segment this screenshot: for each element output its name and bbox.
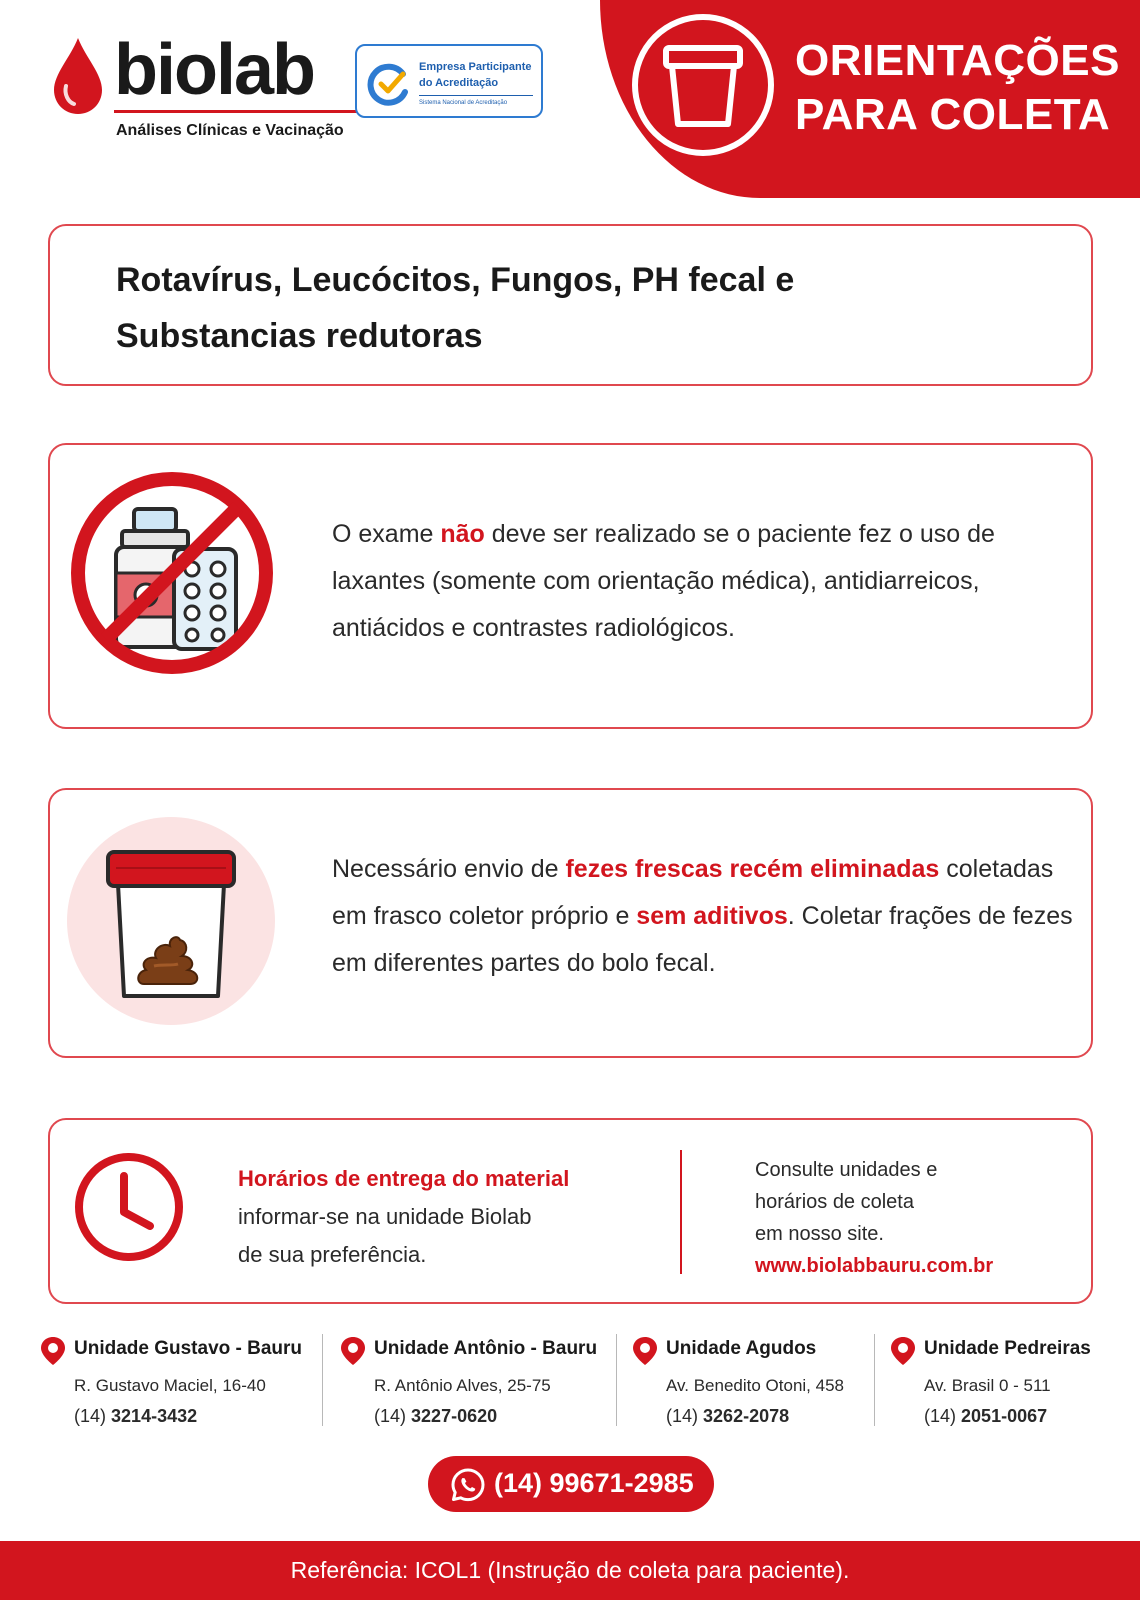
blood-drop-icon (50, 36, 106, 116)
collection-text-2: coletadas em frasco coletor próprio e (332, 855, 1054, 930)
accreditation-badge (355, 44, 543, 118)
accreditation-check-icon (367, 62, 411, 106)
unit-phone-number: 2051-0067 (961, 1406, 1048, 1426)
location-pin-icon (890, 1336, 916, 1366)
accreditation-line-3: Sistema Nacional de Acreditação (419, 100, 508, 106)
delivery-line-1: informar-se na unidade Biolab (238, 1204, 532, 1229)
collection-instructions-card (48, 788, 1093, 1058)
clock-icon (72, 1150, 186, 1264)
brand-name: biolab (114, 30, 314, 110)
fresh-stool-highlight: fezes frescas recém eliminadas (565, 855, 940, 883)
unit-phone-area: (14) (666, 1406, 699, 1426)
delivery-info (238, 1160, 569, 1274)
accreditation-rule (419, 95, 533, 96)
no-additives-highlight: sem aditivos (636, 902, 788, 930)
footer-bar (0, 1541, 1140, 1600)
footer-reference: Referência: ICOL1 (Instrução de coleta para paciente). (290, 1557, 850, 1583)
unit-separator (874, 1334, 875, 1426)
warning-text-end: deve ser realizado se o paciente fez o uso de laxantes (somente com orientação médica), antidiarreicos, antiácidos e contrastes radiológicos. (332, 520, 995, 642)
delivery-line-2: de sua preferência. (238, 1242, 427, 1267)
unit-phone-area: (14) (374, 1406, 407, 1426)
warning-highlight: não (440, 520, 485, 548)
location-pin-icon (40, 1336, 66, 1366)
unit-name: Unidade Agudos (666, 1338, 817, 1359)
collection-text-3: . Coletar frações de fezes em diferentes partes do bolo fecal. (332, 902, 1073, 977)
unit-address: R. Antônio Alves, 25-75 (374, 1376, 551, 1395)
whatsapp-button[interactable] (428, 1456, 714, 1512)
brand-tagline: Análises Clínicas e Vacinação (116, 122, 344, 139)
banner-title-line-2: PARA COLETA (795, 90, 1111, 139)
unit-phone-area: (14) (924, 1406, 957, 1426)
unit-name: Unidade Pedreiras (924, 1338, 1091, 1359)
unit-separator (322, 1334, 323, 1426)
exam-title: Rotavírus, Leucócitos, Fungos, PH fecal e Substancias redutoras (116, 261, 795, 355)
warning-text-start: O exame (332, 520, 441, 548)
exam-title-card (48, 224, 1093, 386)
website-info (755, 1154, 993, 1282)
unit-phone[interactable] (374, 1406, 497, 1427)
website-link[interactable]: www.biolabbauru.com.br (755, 1255, 994, 1277)
unit-name: Unidade Gustavo - Bauru (74, 1338, 303, 1359)
website-line-2: horários de coleta (755, 1191, 914, 1213)
stool-jar-icon (66, 816, 276, 1026)
banner-title-line-1: ORIENTAÇÕES (795, 36, 1120, 85)
banner-icon-circle (632, 14, 774, 156)
whatsapp-icon (450, 1467, 486, 1503)
location-pin-icon (632, 1336, 658, 1366)
unit-phone-number: 3214-3432 (111, 1406, 198, 1426)
website-line-1: Consulte unidades e (755, 1159, 938, 1181)
unit-phone[interactable] (74, 1406, 197, 1427)
warning-text (332, 511, 1082, 652)
unit-address: Av. Benedito Otoni, 458 (666, 1376, 844, 1395)
unit-separator (616, 1334, 617, 1426)
brand-underline (114, 110, 386, 113)
biolab-logo (50, 30, 344, 144)
units-list (40, 1334, 1100, 1428)
medication-warning-card (48, 443, 1093, 729)
accreditation-line-2: do Acreditação (419, 77, 499, 89)
location-pin-icon (340, 1336, 366, 1366)
unit-name: Unidade Antônio - Bauru (374, 1338, 598, 1359)
unit-phone[interactable] (666, 1406, 789, 1427)
unit-address: R. Gustavo Maciel, 16-40 (74, 1376, 266, 1395)
unit-address: Av. Brasil 0 - 511 (924, 1376, 1051, 1395)
no-medicine-icon (66, 467, 278, 679)
delivery-heading: Horários de entrega do material (238, 1166, 570, 1191)
collection-jar-icon (638, 20, 768, 150)
delivery-hours-card (48, 1118, 1093, 1304)
website-line-3: em nosso site. (755, 1223, 884, 1245)
accreditation-line-1: Empresa Participante (419, 61, 532, 73)
delivery-divider (680, 1150, 682, 1274)
whatsapp-number: (14) 99671-2985 (494, 1468, 694, 1498)
collection-text (332, 846, 1082, 987)
banner-title (795, 34, 1120, 142)
unit-phone[interactable] (924, 1406, 1047, 1427)
collection-text-1: Necessário envio de (332, 855, 566, 883)
unit-phone-area: (14) (74, 1406, 107, 1426)
unit-phone-number: 3227-0620 (411, 1406, 498, 1426)
unit-phone-number: 3262-2078 (703, 1406, 790, 1426)
